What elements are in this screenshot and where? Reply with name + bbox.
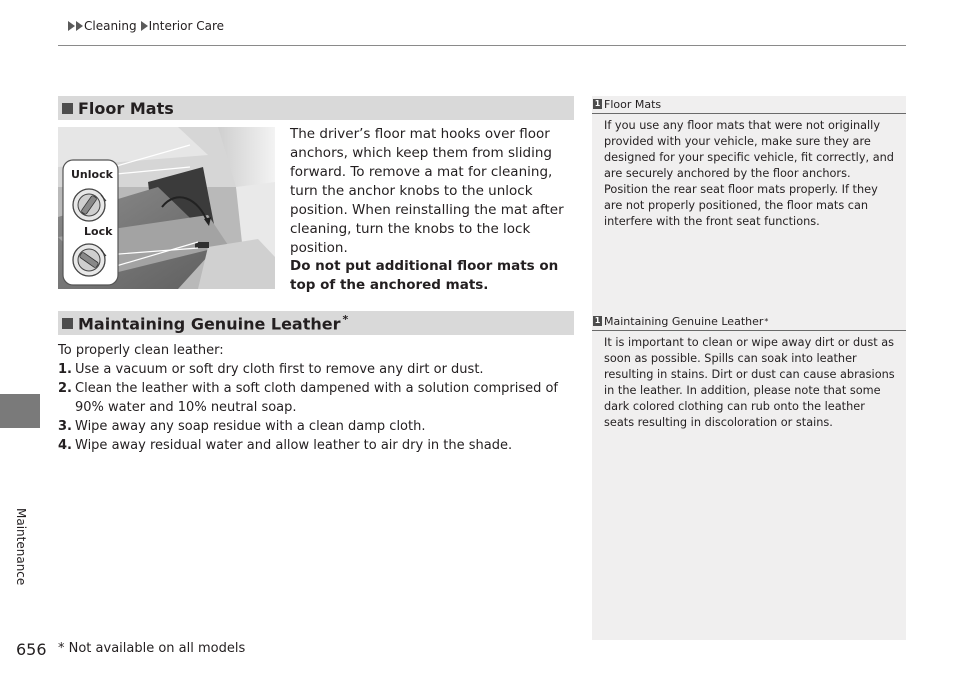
note-title: Maintaining Genuine Leather — [604, 314, 764, 328]
list-item: 3. Wipe away any soap residue with a clean damp cloth. — [58, 419, 426, 434]
breadcrumb-arrow-icon — [76, 21, 83, 31]
floor-mats-paragraph: The driver’s floor mat hooks over floor anchors, which keep them from sliding forward. To remove a mat for cleaning, turn the anchor knobs to the unlock position. When reinstalling the mat after cleaning, turn the knobs to the lock position. — [290, 126, 564, 256]
header-divider — [58, 45, 906, 46]
leather-cleaning-steps — [58, 341, 578, 455]
note-floor-mats — [592, 97, 906, 230]
note-text: If you use any floor mats that were not originally provided with your vehicle, make sure they are designed for your specific vehicle, fit correctly, and are securely anchored by the floor anchors. Position the rear seat floor mats properly. If they are not properly positioned, the floor mats can interfere with the front seat functions. — [604, 119, 894, 228]
section-heading-floor-mats: Floor Mats — [58, 96, 574, 120]
floor-mats-warning: Do not put additional floor mats on top of the anchored mats. — [290, 258, 559, 293]
floor-mat-anchor-illustration — [58, 127, 275, 289]
note-text: It is important to clean or wipe away dirt or dust as soon as possible. Spills can soak into leather resulting in stains. Dirt or dust can cause abrasions in the leather. In addition, please note that some dark colored clothing can rub onto the leather seats resulting in discoloration or stains. — [604, 336, 895, 429]
list-item: 1. Use a vacuum or soft dry cloth first to remove any dirt or dust. — [58, 362, 484, 377]
breadcrumb-arrow-icon — [68, 21, 75, 31]
page-number: 656 — [16, 640, 47, 659]
note-title: Floor Mats — [604, 97, 662, 111]
breadcrumb-item-cleaning[interactable]: Cleaning — [84, 19, 137, 33]
leather-intro: To properly clean leather: — [58, 343, 224, 358]
section-heading-leather: Maintaining Genuine Leather * — [58, 311, 574, 335]
breadcrumb-item-interior-care[interactable]: Interior Care — [148, 19, 224, 33]
footnote: * Not available on all models — [58, 641, 246, 656]
list-item: 2. Clean the leather with a soft cloth dampened with a solution comprised of 90% water and 10% neutral soap. — [58, 381, 559, 415]
breadcrumb — [68, 19, 228, 33]
chapter-label: Maintenance — [14, 508, 28, 586]
note-number-icon: 1 — [594, 99, 601, 108]
note-number-icon: 1 — [594, 316, 601, 325]
unlock-label: Unlock — [71, 168, 113, 181]
note-leather: 1 Maintaining Genuine Leather * It is important to clean or wipe away dirt or dust as soon as possible. Spills can soak into leather resulting in stains. Dirt or dust can cause abrasions in the leather. In addition, please note that some dark colored clothing can rub onto the leather seats resulting in discoloration or stains. — [592, 314, 906, 431]
breadcrumb-arrow-icon — [141, 21, 148, 31]
lock-label: Lock — [84, 225, 113, 238]
section-square-icon — [62, 318, 73, 329]
section-square-icon — [62, 103, 73, 114]
list-item: 4. Wipe away residual water and allow leather to air dry in the shade. — [58, 438, 513, 453]
